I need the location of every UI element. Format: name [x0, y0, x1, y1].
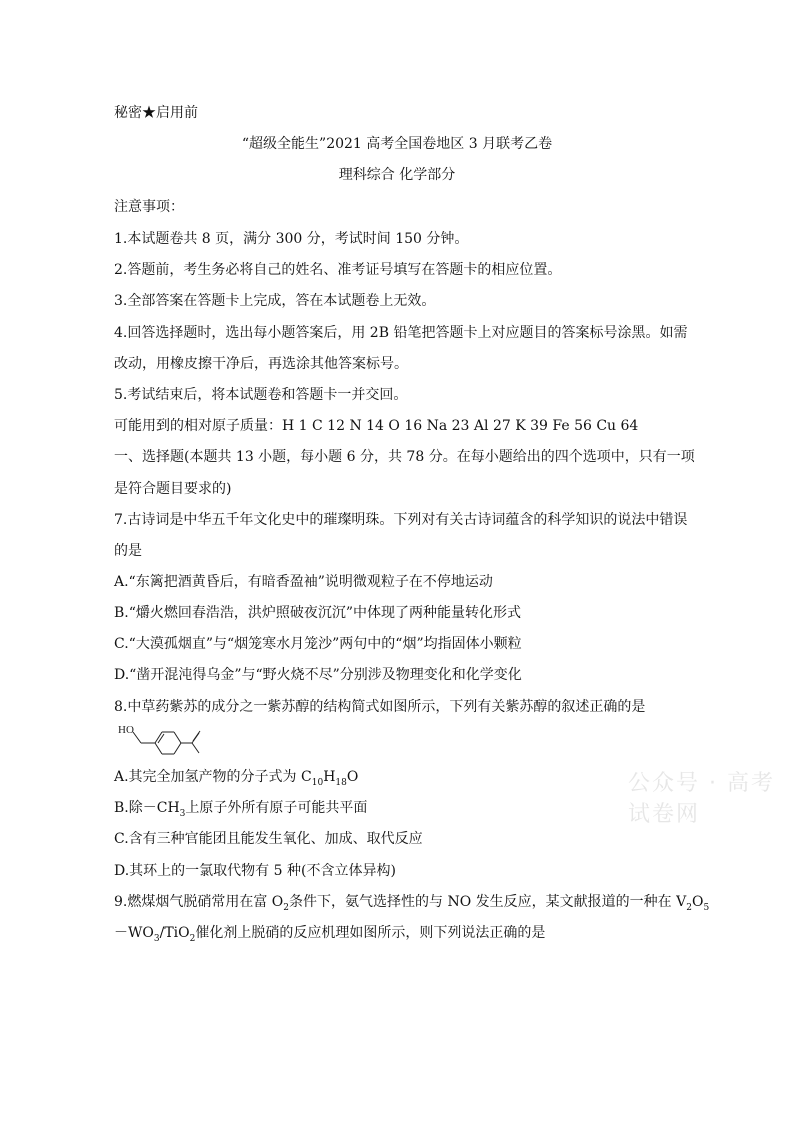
- note-item: 2.答题前，考生务必将自己的姓名、准考证号填写在答题卡的相应位置。: [114, 262, 562, 278]
- note-item: 4.回答选择题时，选出每小题答案后，用 2B 铅笔把答题卡上对应题目的答案标号涂黑。如需: [114, 325, 688, 341]
- section-heading: 一、选择题(本题共 13 小题，每小题 6 分，共 78 分。在每小题给出的四个选项中，只有一项: [114, 449, 695, 465]
- note-item: 3.全部答案在答题卡上完成，答在本试题卷上无效。: [114, 293, 436, 309]
- question-8-stem: 8.中草药紫苏的成分之一紫苏醇的结构简式如图所示，下列有关紫苏醇的叙述正确的是: [114, 699, 646, 715]
- note-item: 5.考试结束后，将本试题卷和答题卡一并交回。: [114, 387, 408, 403]
- question-9-stem-cont: $-WO_3/TiO_2$催化剂上脱硝的反应机理如图所示，则下列说法正确的是: [114, 925, 546, 944]
- structure-label: HO: [118, 724, 134, 736]
- question-8-option-a: A.其完全加氢产物的分子式为 $C_{10}H_{18}O$: [114, 769, 359, 788]
- perillyl-alcohol-structure: [116, 721, 216, 755]
- question-7-option-d: D.“凿开混沌得乌金”与“野火烧不尽”分别涉及物理变化和化学变化: [114, 667, 522, 683]
- question-7-stem: 7.古诗词是中华五千年文化史中的璀璨明珠。下列对有关古诗词蕴含的科学知识的说法中错误: [114, 512, 688, 528]
- note-item: 改动，用橡皮擦干净后，再选涂其他答案标号。: [114, 356, 408, 372]
- notes-heading: 注意事项：: [114, 199, 184, 215]
- section-heading-cont: 是符合题目要求的): [114, 481, 232, 497]
- exam-title: “超级全能生”2021 高考全国卷地区 3 月联考乙卷: [241, 136, 553, 152]
- exam-subtitle: 理科综合 化学部分: [338, 167, 456, 183]
- secret-label: 秘密★启用前: [114, 105, 198, 121]
- question-8-option-c: C.含有三种官能团且能发生氧化、加成、取代反应: [114, 831, 423, 847]
- question-8-option-d: D.其环上的一氯取代物有 5 种(不含立体异构): [114, 863, 396, 879]
- atomic-masses: 可能用到的相对原子质量：H 1 C 12 N 14 O 16 Na 23 Al 27 K 39 Fe 56 Cu 64: [114, 418, 639, 434]
- question-9-stem: 9.燃煤烟气脱硝常用在富 $O_2$条件下，氨气选择性的与 NO 发生反应，某文献报道的一种在 $V_2O_5$: [114, 894, 710, 913]
- question-7-option-a: A.“东篱把酒黄昏后，有暗香盈袖”说明微观粒子在不停地运动: [114, 574, 493, 590]
- watermark: 公众号 · 高考试卷网: [628, 771, 775, 827]
- question-8-option-b: B.除$-CH_3$上原子外所有原子可能共平面: [114, 800, 368, 819]
- question-7-option-b: B.“爝火燃回春浩浩，洪炉照破夜沉沉”中体现了两种能量转化形式: [114, 605, 522, 621]
- question-7-stem-cont: 的是: [114, 543, 142, 559]
- question-7-option-c: C.“大漠孤烟直”与“烟笼寒水月笼沙”两句中的“烟”均指固体小颗粒: [114, 636, 522, 652]
- note-item: 1.本试题卷共 8 页，满分 300 分，考试时间 150 分钟。: [114, 231, 469, 247]
